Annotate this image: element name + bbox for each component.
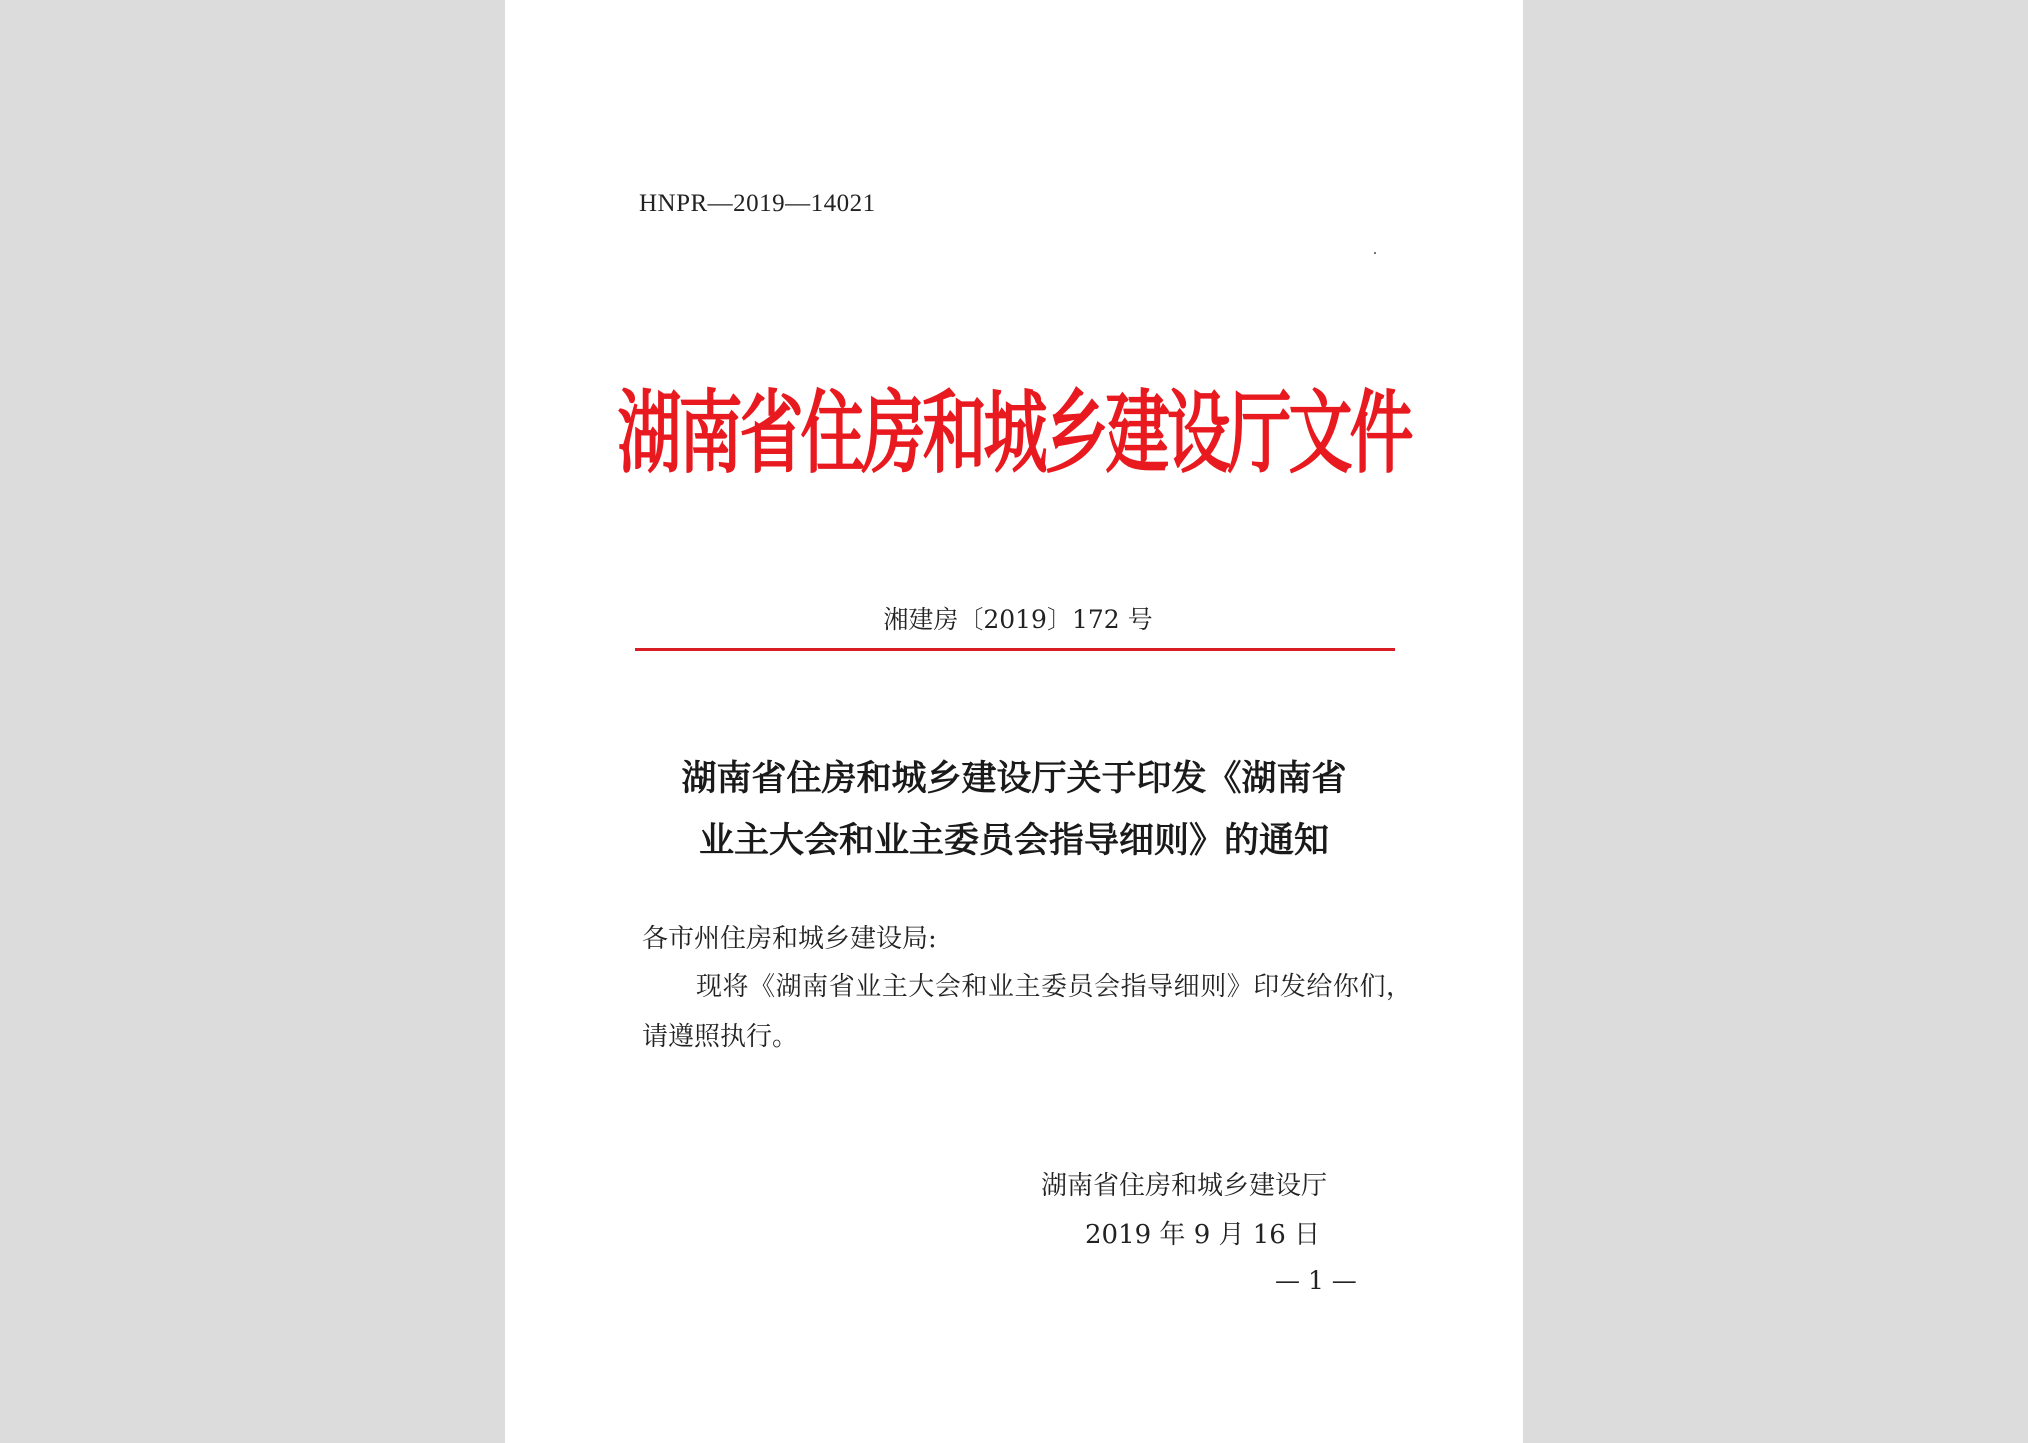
issuer-title: 湖南省住房和城乡建设厅文件 bbox=[617, 383, 1411, 487]
signature-organization: 湖南省住房和城乡建设厅 bbox=[1041, 1171, 1328, 1201]
document-code: HNPR—2019—14021 bbox=[639, 190, 876, 217]
red-divider bbox=[635, 648, 1395, 651]
notice-title-line-1: 湖南省住房和城乡建设厅关于印发《湖南省 bbox=[681, 758, 1347, 799]
notice-title-line-2: 业主大会和业主委员会指导细则》的通知 bbox=[698, 820, 1329, 861]
page-number: — 1 — bbox=[1275, 1266, 1357, 1295]
document-number: 湘建房〔2019〕172 号 bbox=[883, 605, 1153, 634]
salutation: 各市州住房和城乡建设局: bbox=[642, 924, 937, 954]
document-page bbox=[505, 0, 1523, 1443]
signature-date: 2019 年 9 月 16 日 bbox=[1085, 1220, 1321, 1250]
notice-title bbox=[505, 748, 1523, 872]
scan-speck bbox=[1374, 252, 1376, 254]
body-paragraph: 现将《湖南省业主大会和业主委员会指导细则》印发给你们，请遵照执行。 bbox=[642, 972, 1412, 1052]
